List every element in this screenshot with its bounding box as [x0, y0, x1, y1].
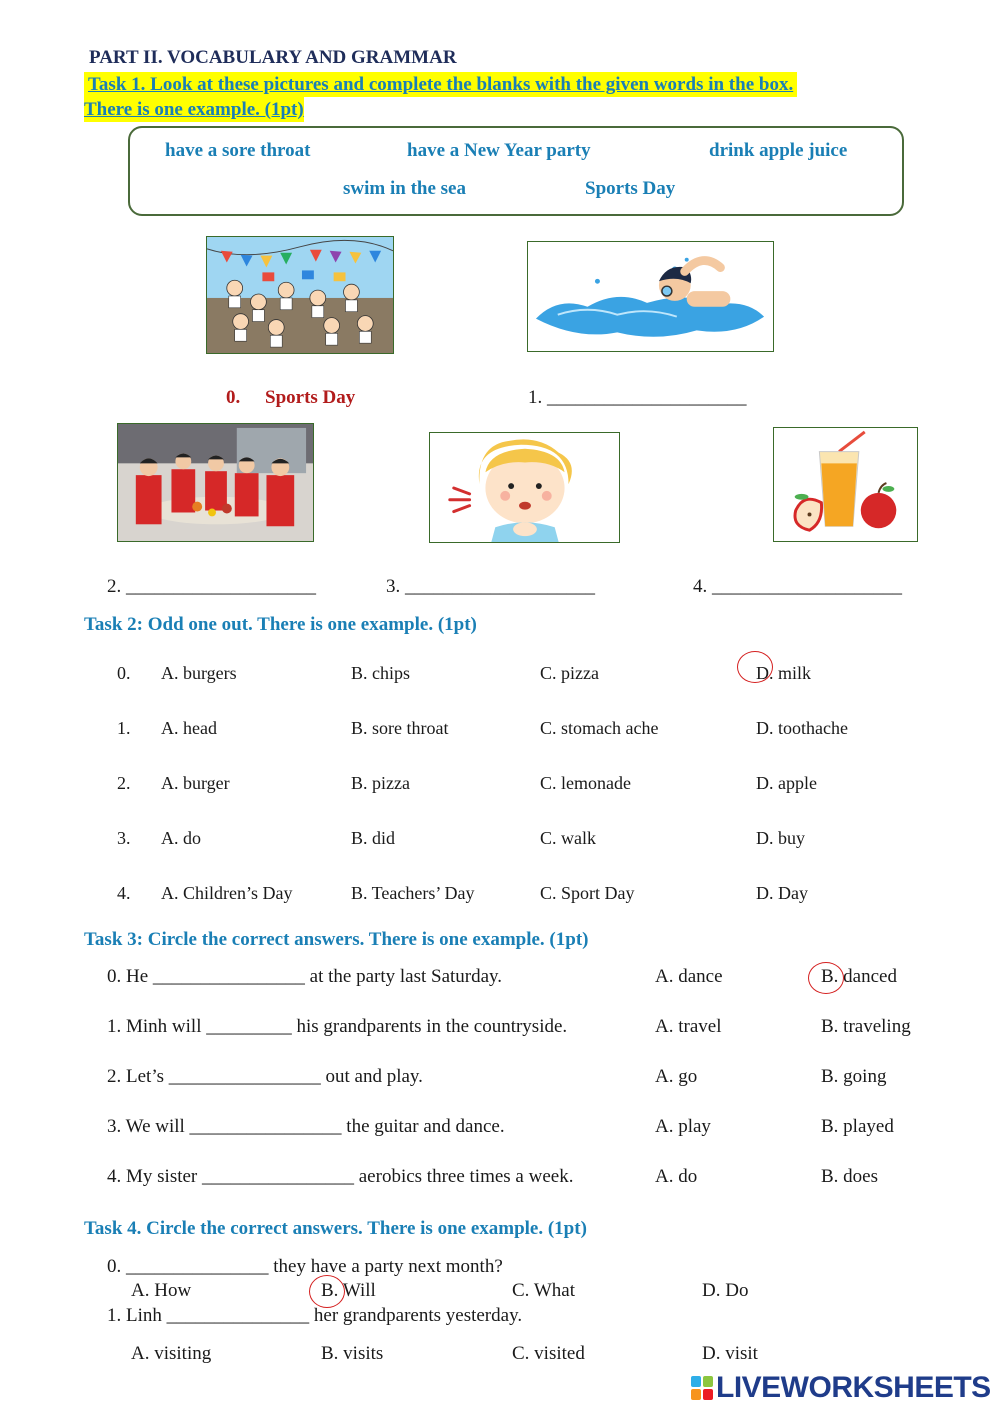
task2-row4-option-c[interactable]: C. Sport Day: [540, 883, 635, 903]
blank-3[interactable]: 3. ____________________: [386, 576, 595, 597]
new-year-party-picture: [117, 423, 314, 542]
task3-row2-option-b[interactable]: B. going: [821, 1066, 887, 1087]
task2-row1-option-d[interactable]: D. toothache: [756, 718, 848, 738]
task3-row4-sentence: 4. My sister ________________ aerobics three times a week.: [107, 1166, 574, 1187]
task4-q0-option-d[interactable]: D. Do: [702, 1280, 749, 1301]
task4-q1-option-d[interactable]: D. visit: [702, 1343, 758, 1364]
task3-row3-sentence: 3. We will ________________ the guitar and dance.: [107, 1116, 505, 1137]
task3-row3-option-b[interactable]: B. played: [821, 1116, 894, 1137]
task4-heading: Task 4. Circle the correct answers. There is one example. (1pt): [84, 1218, 587, 1239]
task2-row1-option-a[interactable]: A. head: [161, 718, 217, 738]
task2-row2-option-a[interactable]: A. burger: [161, 773, 230, 793]
example-answer-circle: [737, 651, 773, 683]
blank-2[interactable]: 2. ____________________: [107, 576, 316, 597]
task3-heading: Task 3: Circle the correct answers. There is one example. (1pt): [84, 929, 589, 950]
task2-row1-option-b[interactable]: B. sore throat: [351, 718, 449, 738]
task2-row0-option-d[interactable]: D. milk: [756, 663, 812, 683]
task3-row2-sentence: 2. Let’s ________________ out and play.: [107, 1066, 423, 1087]
task2-row2-number: 2.: [117, 773, 131, 793]
word-new-year-party: have a New Year party: [407, 140, 591, 161]
task2-row3-number: 3.: [117, 828, 131, 848]
task2-row3-option-d[interactable]: D. buy: [756, 828, 805, 848]
liveworksheets-logo: LIVEWORKSHEETS: [716, 1371, 991, 1404]
task3-row3-option-a[interactable]: A. play: [655, 1116, 711, 1137]
task2-row2-option-d[interactable]: D. apple: [756, 773, 817, 793]
blank-1[interactable]: 1. _____________________: [528, 387, 747, 408]
task2-row4-option-b[interactable]: B. Teachers’ Day: [351, 883, 475, 903]
task2-row0-option-b[interactable]: B. chips: [351, 663, 411, 683]
task4-q1-option-a[interactable]: A. visiting: [131, 1343, 212, 1364]
example-answer: Sports Day: [265, 387, 356, 408]
task3-row1-option-b[interactable]: B. traveling: [821, 1016, 911, 1037]
task2-row3-option-c[interactable]: C. walk: [540, 828, 596, 848]
task2-heading: Task 2: Odd one out. There is one example. (1pt): [84, 614, 477, 635]
task4-q0-option-c[interactable]: C. What: [512, 1280, 575, 1301]
task4-q0-option-a[interactable]: A. How: [131, 1280, 192, 1301]
task2-row0-option-c[interactable]: C. pizza: [540, 663, 599, 683]
task3-row4-option-a[interactable]: A. do: [655, 1166, 698, 1187]
task1-heading-line1: Task 1. Look at these pictures and complete the blanks with the given words in the box.: [84, 72, 797, 97]
task2-row2-option-c[interactable]: C. lemonade: [540, 773, 631, 793]
task3-row2-option-a[interactable]: A. go: [655, 1066, 698, 1087]
task3-row1-option-a[interactable]: A. travel: [655, 1016, 722, 1037]
word-sore-throat: have a sore throat: [165, 140, 311, 161]
example-answer-circle: [309, 1275, 345, 1308]
task2-row1-option-c[interactable]: C. stomach ache: [540, 718, 659, 738]
sore-throat-picture: [429, 432, 620, 543]
task2-row3-option-b[interactable]: B. did: [351, 828, 396, 848]
word-apple-juice: drink apple juice: [709, 140, 848, 161]
swimming-picture: [527, 241, 774, 352]
blank-4[interactable]: 4. ____________________: [693, 576, 902, 597]
task4-q1-option-c[interactable]: C. visited: [512, 1343, 585, 1364]
task4-q0-sentence: 0. _______________ they have a party next month?: [107, 1256, 503, 1277]
task4-q1-sentence: 1. Linh _______________ her grandparents yesterday.: [107, 1305, 523, 1326]
sports-day-picture: [206, 236, 394, 354]
task2-row4-option-d[interactable]: D. Day: [756, 883, 808, 903]
task3-row1-sentence: 1. Minh will _________ his grandparents in the countryside.: [107, 1016, 568, 1037]
task3-row4-option-b[interactable]: B. does: [821, 1166, 878, 1187]
example-answer-circle: [808, 962, 844, 994]
task2-row4-option-a[interactable]: A. Children’s Day: [161, 883, 293, 903]
word-sports-day: Sports Day: [585, 178, 676, 199]
example-number: 0.: [226, 387, 241, 408]
task3-row0-sentence: 0. He ________________ at the party last Saturday.: [107, 966, 503, 987]
task4-q1-option-b[interactable]: B. visits: [321, 1343, 384, 1364]
apple-juice-picture: [773, 427, 918, 542]
task1-heading-line2: There is one example. (1pt): [84, 99, 304, 120]
task3-row0-option-b[interactable]: B. danced: [821, 966, 897, 987]
task2-row3-option-a[interactable]: A. do: [161, 828, 201, 848]
task2-row0-option-a[interactable]: A. burgers: [161, 663, 237, 683]
task2-row4-number: 4.: [117, 883, 131, 903]
task2-row0-number: 0.: [117, 663, 131, 683]
task3-row0-option-a[interactable]: A. dance: [655, 966, 723, 987]
task2-row1-number: 1.: [117, 718, 131, 738]
part-title: PART II. VOCABULARY AND GRAMMAR: [89, 47, 457, 68]
task4-q0-option-b[interactable]: B. Will: [321, 1280, 376, 1301]
task2-row2-option-b[interactable]: B. pizza: [351, 773, 410, 793]
word-swim: swim in the sea: [343, 178, 466, 199]
liveworksheets-logo-icon: [690, 1374, 716, 1402]
